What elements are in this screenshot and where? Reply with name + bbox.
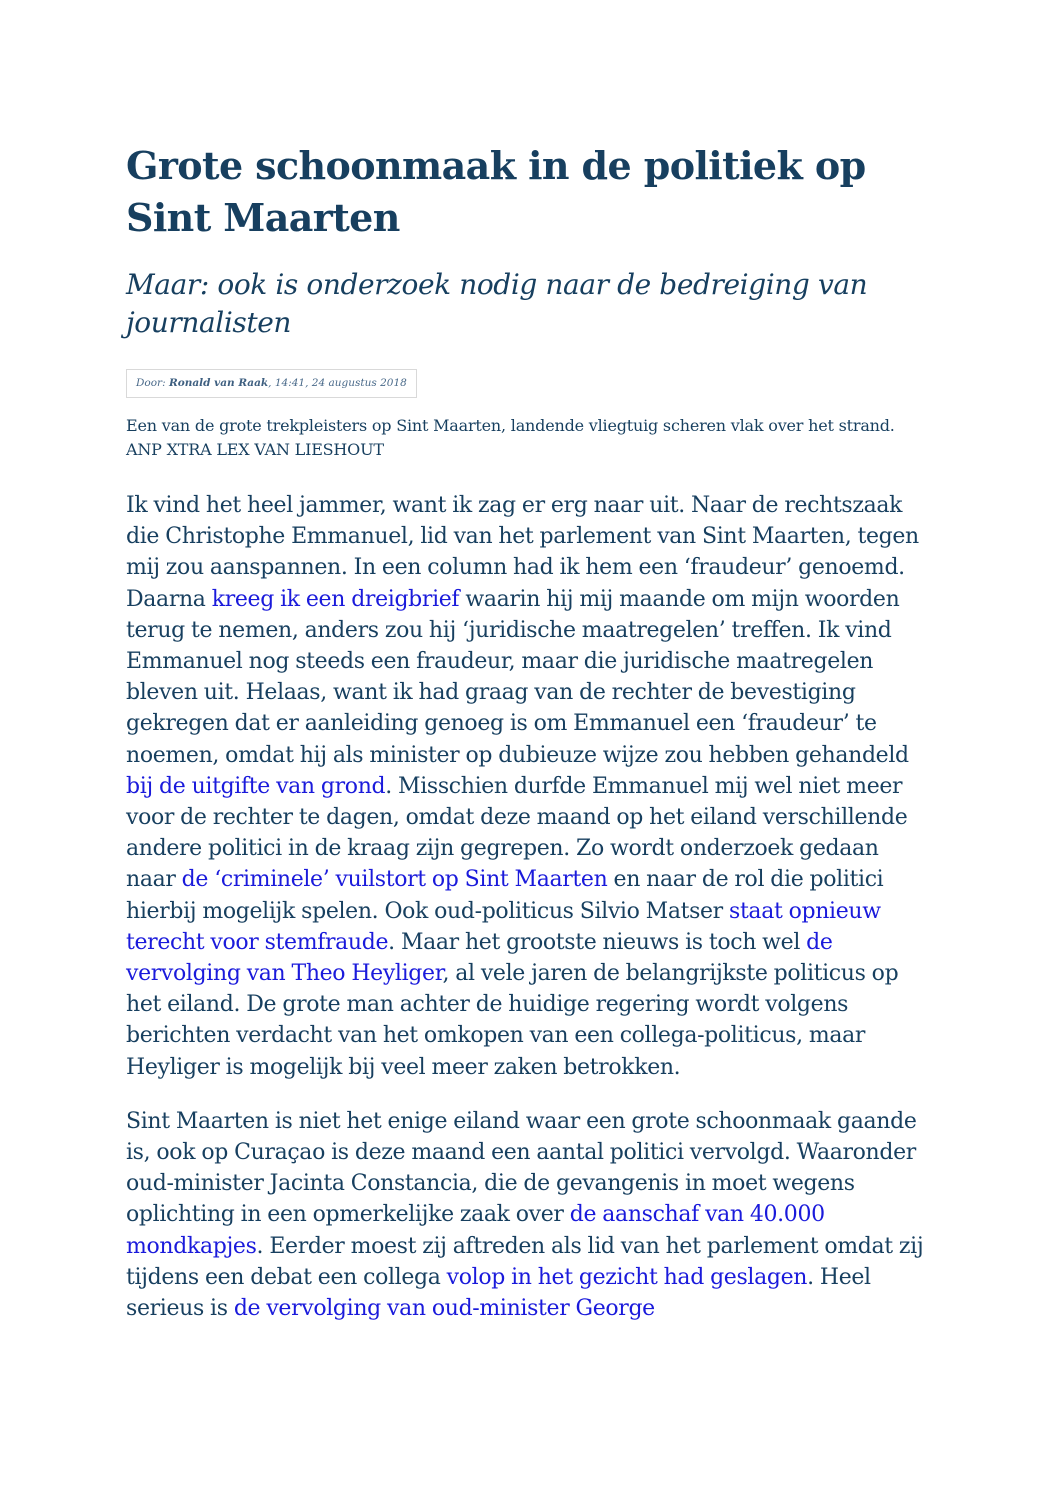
link-gezicht-geslagen[interactable]: volop in het gezicht had geslagen [446,1264,808,1290]
byline [126,369,417,398]
link-dreigbrief[interactable]: kreeg ik een dreigbrief [211,586,460,612]
link-vervolging-george[interactable]: de vervolging van oud-minister George [233,1296,655,1322]
paragraph-text: en naar de rol die politici hierbij mogelijk spelen. Ook oud-politicus Silvio Matser [126,867,884,924]
link-vervolging-heyliger[interactable]: de vervolging van Theo Heyliger [126,929,833,987]
paragraph-text: . Maar het grootste nieuws is toch wel [388,929,807,955]
paragraph-text: . Misschien durfde Emmanuel mij wel niet meer voor de rechter te dagen, omdat deze maand op het eiland verschillende andere politici in de kraag zijn gegrepen. Zo wordt onderzoek gedaan naar [126,773,908,893]
link-uitgifte-grond[interactable]: bij de uitgifte van grond [126,773,386,799]
paragraph-text: waarin hij mij maande om mijn woorden terug te nemen, anders zou hij ‘juridische maatregelen’ treffen. Ik vind Emmanuel nog steeds een fraudeur, maar die juridische maatregelen bleven uit. Helaas, want ik had graag van de rechter de bevestiging gekregen dat er aanleiding genoeg is om Emmanuel een ‘fraudeur’ te noemen, omdat hij als minister op dubieuze wijze zou hebben gehandeld [126,586,909,768]
paragraph-text: . Eerder moest zij aftreden als lid van het parlement omdat zij tijdens een debat een collega [126,1233,924,1290]
paragraph-text: , al vele jaren de belangrijkste politicus op het eiland. De grote man achter de huidige regering wordt volgens berichten verdacht van het omkopen van een collega-politicus, maar Heyliger is mogelijk bij veel meer zaken betrokken. [126,961,899,1080]
byline-prefix: Door: [136,377,169,389]
paragraph-text: Ik vind het heel jammer, want ik zag er erg naar uit. Naar de rechtszaak die Christophe Emmanuel, lid van het parlement van Sint Maarten, tegen mij zou aanspannen. In een column had ik hem een ‘fraudeur’ genoemd. Daarna [126,493,919,612]
article-title: Grote schoonmaak in de politiek op Sint Maarten [126,143,866,240]
paragraph-text: . Heel serieus is [126,1264,871,1322]
link-vuilstort[interactable]: de ‘criminele’ vuilstort op Sint Maarten [181,867,608,893]
article-subtitle: Maar: ook is onderzoek nodig naar de bedreiging van journalisten [126,268,868,339]
paragraph-1 [126,490,934,1083]
paragraph-text: Sint Maarten is niet het enige eiland waar een grote schoonmaak gaande is, ook op Curaçao is deze maand een aantal politici vervolgd. Waaronder oud-minister Jacinta Constancia, die de gevangenis in moet wegens oplichting in een opmerkelijke zaak over [126,1108,917,1228]
article [126,140,934,1324]
paragraph-2 [126,1106,934,1324]
link-mondkapjes[interactable]: de aanschaf van 40.000 mondkapjes [126,1202,825,1259]
byline-author[interactable]: Ronald van Raak [168,377,269,389]
byline-datetime: , 14:41, 24 augustus 2018 [268,377,407,389]
link-stemfraude[interactable]: staat opnieuw terecht voor stemfraude [126,898,881,955]
image-caption: Een van de grote trekpleisters op Sint Maarten, landende vliegtuig scheren vlak over het strand. ANP XTRA LEX VAN LIESHOUT [126,416,895,459]
